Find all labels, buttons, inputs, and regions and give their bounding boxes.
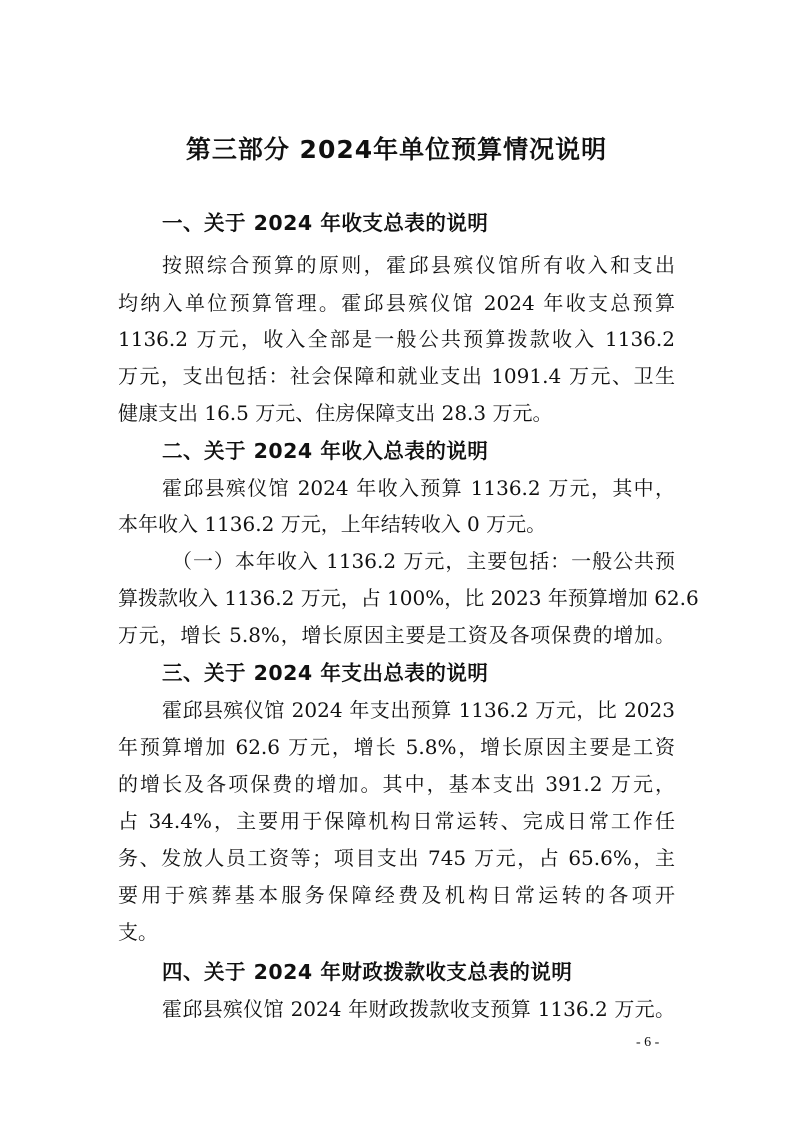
paragraph-line: 的增长及各项保费的增加。其中，基本支出 391.2 万元， <box>118 772 675 796</box>
paragraph-line: 算拨款收入 1136.2 万元，占 100%，比 2023 年预算增加 62.6 <box>118 586 699 610</box>
paragraph-line: 本年收入 1136.2 万元，上年结转收入 0 万元。 <box>118 512 547 536</box>
paragraph-line: 按照综合预算的原则，霍邱县殡仪馆所有收入和支出 <box>162 253 675 277</box>
paragraph-line: 1136.2 万元，收入全部是一般公共预算拨款收入 1136.2 <box>118 327 675 351</box>
section-heading-3: 三、关于 2024 年支出总表的说明 <box>162 661 489 685</box>
paragraph-line: 要用于殡葬基本服务保障经费及机构日常运转的各项开 <box>118 883 675 907</box>
paragraph-line: 霍邱县殡仪馆 2024 年收入预算 1136.2 万元，其中， <box>162 476 675 500</box>
page-title: 第三部分 2024年单位预算情况说明 <box>185 135 608 164</box>
paragraph-line: 万元，增长 5.8%，增长原因主要是工资及各项保费的增加。 <box>118 623 675 647</box>
paragraph-line: 均纳入单位预算管理。霍邱县殡仪馆 2024 年收支总预算 <box>118 291 675 315</box>
paragraph-line: 支。 <box>118 920 158 944</box>
paragraph-line: 万元，支出包括：社会保障和就业支出 1091.4 万元、卫生 <box>118 364 675 388</box>
paragraph-line: 健康支出 16.5 万元、住房保障支出 28.3 万元。 <box>118 401 553 425</box>
paragraph-line: 占 34.4%，主要用于保障机构日常运转、完成日常工作任 <box>118 809 675 833</box>
section-heading-4: 四、关于 2024 年财政拨款收支总表的说明 <box>162 960 573 984</box>
section-heading-2: 二、关于 2024 年收入总表的说明 <box>162 439 489 463</box>
page-number: - 6 - <box>636 1035 660 1050</box>
paragraph-line: 年预算增加 62.6 万元，增长 5.8%，增长原因主要是工资 <box>118 735 675 759</box>
paragraph-line: 霍邱县殡仪馆 2024 年财政拨款收支预算 1136.2 万元。 <box>162 997 675 1021</box>
paragraph-line: 霍邱县殡仪馆 2024 年支出预算 1136.2 万元，比 2023 <box>162 698 675 722</box>
paragraph-line: 务、发放人员工资等；项目支出 745 万元，占 65.6%，主 <box>118 846 675 870</box>
section-heading-1: 一、关于 2024 年收支总表的说明 <box>162 211 489 235</box>
paragraph-line: （一）本年收入 1136.2 万元，主要包括：一般公共预 <box>172 549 675 573</box>
